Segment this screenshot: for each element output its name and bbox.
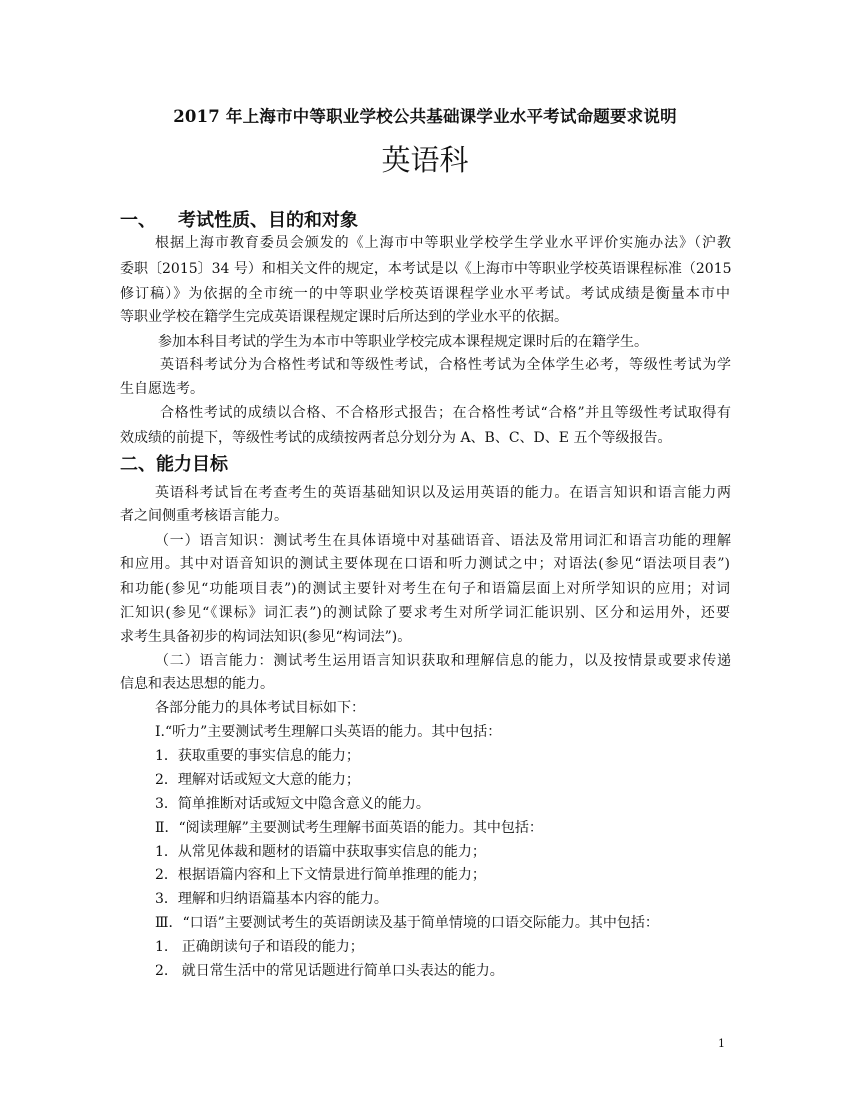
page-number: 1 [718,1037,725,1050]
document-title: 2017 年上海市中等职业学校公共基础课学业水平考试命题要求说明 [173,107,677,126]
section-2-heading [120,450,228,476]
paragraph-line: 英语科考试分为合格性考试和等级性考试，合格性考试为全体学生必考，等级性考试为学 [160,357,731,373]
paragraph-line: 委职〔2015〕34 号）和相关文件的规定，本考试是以《上海市中等职业学校英语课程标准（2015 [120,261,732,277]
paragraph-line: 效成绩的前提下，等级性考试的成绩按两者总分划分为 A、B、C、D、E 五个等级报告。 [120,430,672,446]
list-heading: Ⅲ．“口语”主要测试考生的英语朗读及基于简单情境的口语交际能力。其中包括： [155,915,659,931]
paragraph-line: 等职业学校在籍学生完成英语课程规定课时后所达到的学业水平的依据。 [120,309,568,325]
paragraph-line: 汇知识(参见“《课标》词汇表”)的测试除了要求考生对所学词汇能识别、区分和运用外，还要 [120,605,730,621]
list-item: 2．根据语篇内容和上下文情景进行简单推理的能力； [155,867,486,883]
paragraph-line: 求考生具备初步的构词法知识(参见“构词法”)。 [120,629,412,645]
paragraph-line: （二）语言能力：测试考生运用语言知识获取和理解信息的能力，以及按情景或要求传递 [155,653,731,669]
list-item: 1．获取重要的事实信息的能力； [155,748,360,764]
paragraph-line: 和功能(参见“功能项目表”)的测试主要针对考生在句子和语篇层面上对所学知识的应用；对词 [120,581,730,597]
list-item: 3．简单推断对话或短文中隐含意义的能力。 [155,796,430,812]
list-heading: Ⅰ.“听力”主要测试考生理解口头英语的能力。其中包括： [155,724,502,740]
paragraph-line: 参加本科目考试的学生为本市中等职业学校完成本课程规定课时后的在籍学生。 [158,334,648,350]
list-item: 1. 正确朗读句子和语段的能力； [155,939,364,955]
paragraph-line: 各部分能力的具体考试目标如下： [155,700,365,716]
section-2-title: 能力目标 [156,454,228,475]
section-2-number: 二、 [120,454,156,475]
list-item: 1．从常见体裁和题材的语篇中获取事实信息的能力； [155,844,486,860]
list-heading: Ⅱ．“阅读理解”主要测试考生理解书面英语的能力。其中包括： [155,820,543,836]
paragraph-line: 和应用。其中对语音知识的测试主要体现在口语和听力测试之中；对语法(参见“语法项目表”) [120,556,730,572]
list-item: 3．理解和归纳语篇基本内容的能力。 [155,891,388,907]
paragraph-line: 者之间侧重考核语言能力。 [120,508,288,524]
section-1-title: 考试性质、目的和对象 [178,210,358,231]
paragraph-line: 生自愿选考。 [120,381,204,397]
paragraph-line: 修订稿）》为依据的全市统一的中等职业学校英语课程学业水平考试。考试成绩是衡量本市中 [120,286,730,302]
document-subject: 英语科 [381,143,469,177]
list-item: 2. 就日常生活中的常见话题进行简单口头表达的能力。 [155,963,504,979]
paragraph-line: 信息和表达思想的能力。 [120,676,274,692]
paragraph-line: 根据上海市教育委员会颁发的《上海市中等职业学校学生学业水平评价实施办法》（沪教 [155,235,731,251]
list-item: 2．理解对话或短文大意的能力； [155,772,360,788]
paragraph-line: 合格性考试的成绩以合格、不合格形式报告；在合格性考试“合格”并且等级性考试取得有 [160,405,731,421]
paragraph-line: （一）语言知识：测试考生在具体语境中对基础语音、语法及常用词汇和语言功能的理解 [155,533,731,549]
paragraph-line: 英语科考试旨在考查考生的英语基础知识以及运用英语的能力。在语言知识和语言能力两 [155,485,731,501]
section-1-number: 一、 [120,210,156,231]
section-1-heading [120,206,358,232]
